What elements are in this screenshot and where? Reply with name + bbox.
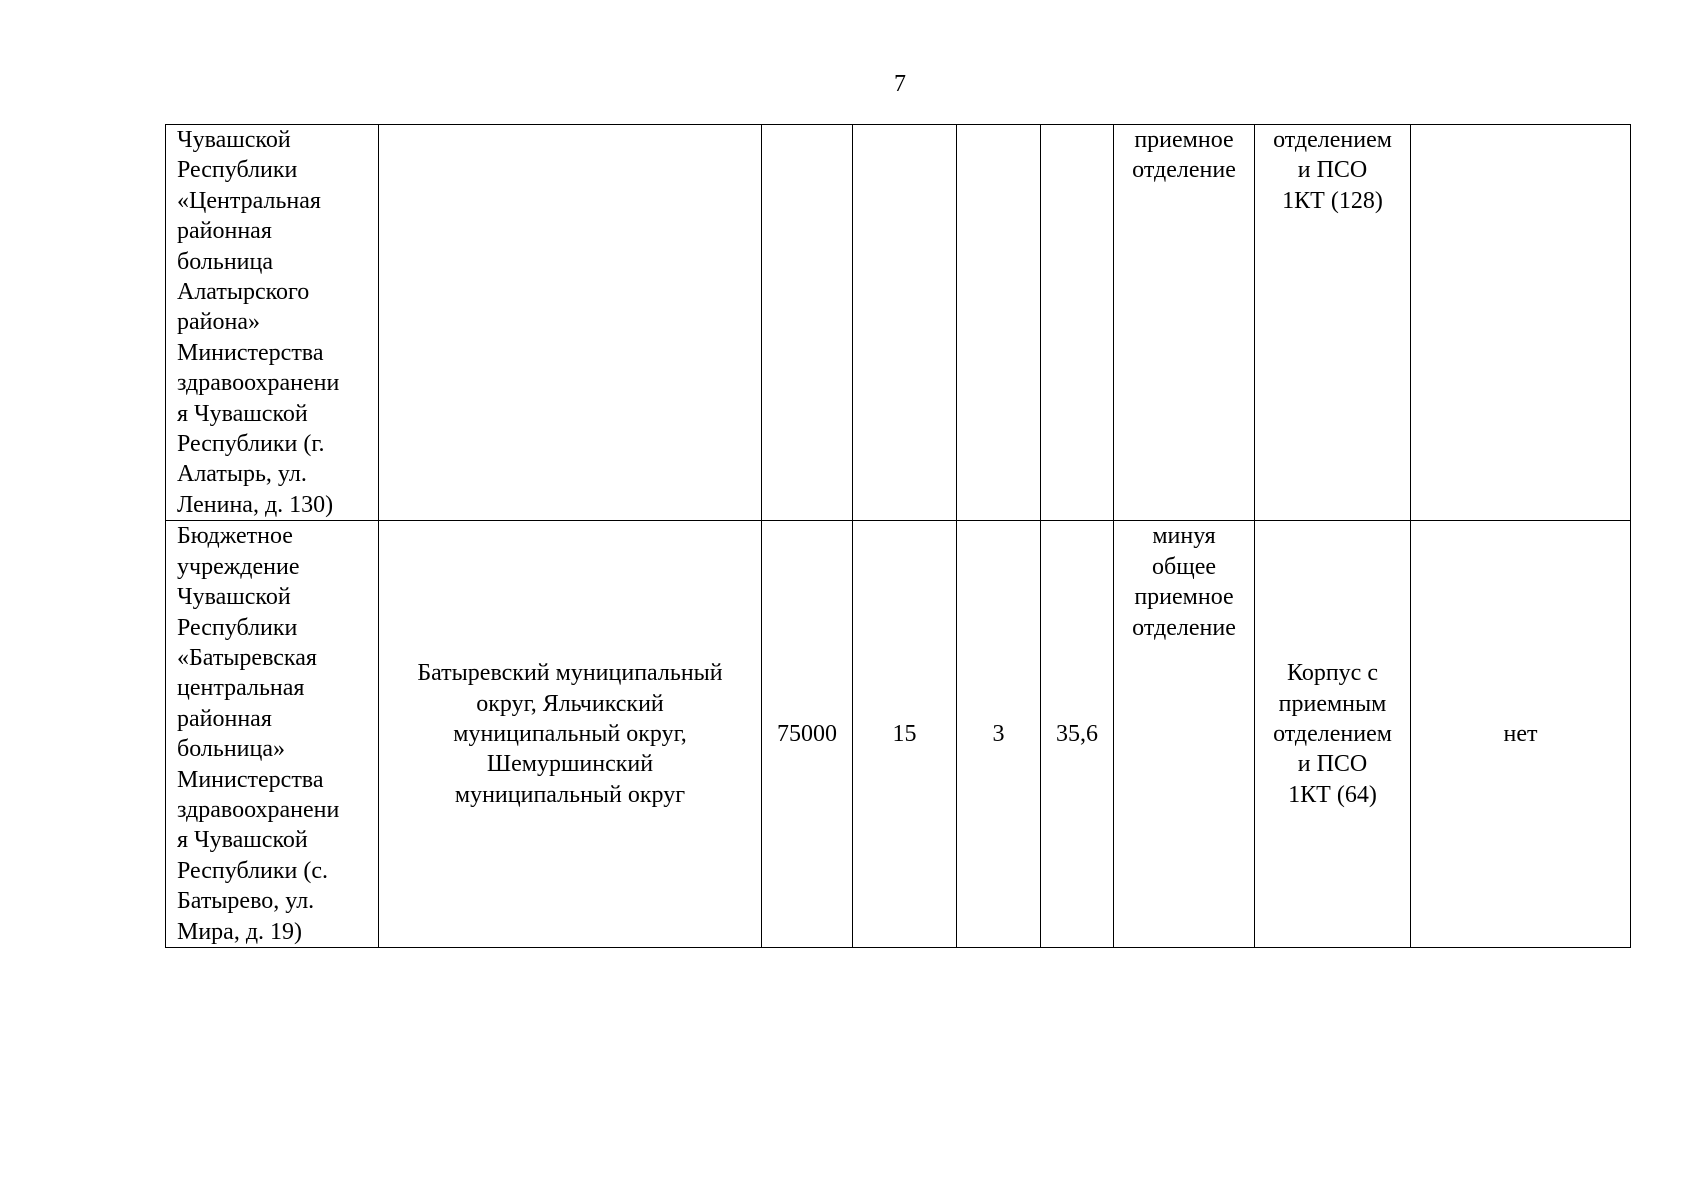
institution-cell bbox=[166, 521, 379, 948]
route-cell bbox=[1114, 521, 1255, 948]
population-cell bbox=[762, 125, 853, 521]
text-line: Алатырского bbox=[177, 279, 310, 306]
distance-cell bbox=[1041, 125, 1114, 521]
text-line: я Чувашской bbox=[177, 827, 308, 854]
population-cell: 75000 bbox=[762, 521, 853, 948]
value-cell bbox=[853, 125, 957, 521]
text-line: Шемуршинский bbox=[486, 751, 654, 778]
value-cell bbox=[957, 125, 1041, 521]
building-cell bbox=[1255, 521, 1411, 948]
text-line: я Чувашской bbox=[177, 400, 308, 427]
text-line: Министерства bbox=[177, 766, 324, 793]
text-line: Ленина, д. 130) bbox=[177, 491, 334, 518]
text-line: больница» bbox=[177, 736, 285, 763]
text-line: Мира, д. 19) bbox=[177, 918, 303, 945]
text-line: «Батыревская bbox=[177, 644, 317, 671]
text-line: приемным bbox=[1278, 690, 1387, 717]
distance-cell: 35,6 bbox=[1041, 521, 1114, 948]
text-line: округ, Яльчикский bbox=[476, 690, 664, 717]
text-line: Чувашской bbox=[177, 127, 291, 153]
text-line: здравоохранени bbox=[177, 370, 340, 397]
text-line: районная bbox=[177, 705, 272, 732]
data-table bbox=[165, 124, 1631, 948]
text-line: «Центральная bbox=[177, 187, 321, 214]
text-line: приемное bbox=[1134, 584, 1234, 611]
text-line: отделением bbox=[1273, 127, 1392, 153]
territory-cell bbox=[379, 125, 762, 521]
text-line: муниципальный округ bbox=[454, 781, 686, 808]
text-line: учреждение bbox=[177, 553, 300, 580]
text-line: Батырево, ул. bbox=[177, 888, 315, 915]
territory-cell bbox=[379, 521, 762, 948]
text-line: и ПСО bbox=[1297, 157, 1368, 184]
value-cell: 15 bbox=[853, 521, 957, 948]
last-cell: нет bbox=[1411, 521, 1631, 948]
text-line: минуя bbox=[1152, 523, 1216, 550]
text-line: Чувашской bbox=[177, 584, 291, 611]
text-line: Корпус с bbox=[1287, 660, 1378, 687]
table-row bbox=[166, 521, 1631, 948]
text-line: Министерства bbox=[177, 339, 324, 366]
text-line: Бюджетное bbox=[177, 523, 293, 550]
text-line: здравоохранени bbox=[177, 796, 340, 823]
text-line: отделение bbox=[1132, 157, 1236, 184]
building-cell bbox=[1255, 125, 1411, 521]
institution-cell bbox=[166, 125, 379, 521]
route-cell bbox=[1114, 125, 1255, 521]
text-line: районная bbox=[177, 218, 272, 245]
text-line: отделением bbox=[1273, 720, 1392, 747]
text-line: муниципальный округ, bbox=[453, 720, 687, 747]
value-cell: 3 bbox=[957, 521, 1041, 948]
text-line: общее bbox=[1152, 553, 1216, 580]
text-line: Алатырь, ул. bbox=[177, 461, 307, 488]
text-line: приемное bbox=[1134, 127, 1234, 153]
text-line: Республики bbox=[177, 157, 298, 184]
text-line: района» bbox=[177, 309, 260, 336]
text-line: Батыревский муниципальный bbox=[417, 660, 723, 687]
text-line: Республики (г. bbox=[177, 431, 325, 458]
text-line: больница bbox=[177, 248, 273, 275]
last-cell bbox=[1411, 125, 1631, 521]
text-line: 1КТ (128) bbox=[1282, 187, 1383, 214]
text-line: Республики bbox=[177, 614, 298, 641]
text-line: и ПСО bbox=[1297, 751, 1368, 778]
page-number: 7 bbox=[894, 71, 906, 97]
text-line: отделение bbox=[1132, 614, 1236, 641]
table-row bbox=[166, 125, 1631, 521]
text-line: Республики (с. bbox=[177, 857, 329, 884]
text-line: 1КТ (64) bbox=[1288, 781, 1377, 808]
text-line: центральная bbox=[177, 675, 305, 702]
